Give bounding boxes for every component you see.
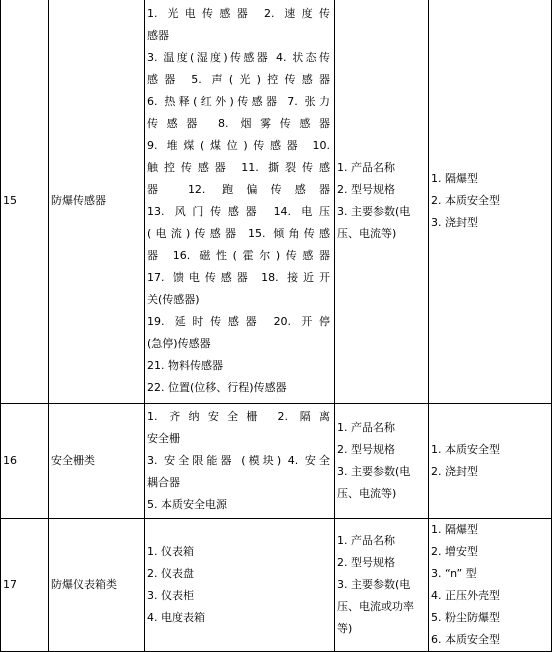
product-list-line (147, 157, 330, 179)
product-item: 4. 电度表箱 (147, 611, 205, 624)
row-number: 17 (1, 519, 49, 652)
product-item: 安全栅 (147, 432, 180, 445)
product-item: 13. 风门传感器 (147, 205, 264, 218)
product-item: 11. 撕裂传感 (241, 161, 330, 174)
product-item: 14. 电压 (273, 205, 330, 218)
required-info-line: 1. 产品名称 (337, 421, 395, 434)
protection-type-line: 1. 本质安全型 (431, 443, 500, 456)
product-list (145, 519, 335, 652)
product-list (145, 0, 335, 404)
required-info-line: 1. 产品名称 (337, 161, 395, 174)
product-item: 1. 仪表箱 (147, 545, 194, 558)
required-info-line: 压、电流等) (337, 487, 397, 500)
product-list-line (147, 541, 330, 563)
product-item: 6. 热释(红外)传感器 (147, 95, 281, 108)
product-list-line (147, 25, 330, 47)
product-category: 安全栅类 (49, 404, 145, 519)
product-item: 2. 仪表盘 (147, 567, 194, 580)
product-list-line (147, 267, 330, 289)
protection-type-line: 2. 本质安全型 (431, 194, 500, 207)
product-list-line (147, 563, 330, 585)
row-number: 16 (1, 404, 49, 519)
protection-type-line: 1. 隔爆型 (431, 523, 478, 536)
protection-type-line: 5. 粉尘防爆型 (431, 611, 500, 624)
product-item: (急停)传感器 (147, 337, 211, 350)
product-list-line (147, 494, 330, 516)
product-item: 5. 声(光)控传感器 (191, 73, 330, 86)
product-item: 5. 本质安全电源 (147, 498, 227, 511)
product-item: 4. 状态传 (275, 51, 330, 64)
required-info-line: 3. 主要参数(电 (337, 465, 411, 478)
product-list-line (147, 47, 330, 69)
required-info-line: 2. 型号规格 (337, 443, 395, 456)
product-list-line (147, 179, 330, 201)
table-row (1, 519, 552, 652)
product-item: 7. 张力 (287, 95, 331, 108)
product-item: 3. 安全限能器 (模块) (147, 454, 282, 467)
product-list (145, 404, 335, 519)
product-item: 15. 倾角传感 (248, 227, 330, 240)
product-item: 17. 馈电传感器 (147, 271, 253, 284)
product-item: 传感器 (147, 117, 206, 130)
product-item: 1. 齐纳安全栅 (147, 410, 266, 423)
product-category: 防爆仪表箱类 (49, 519, 145, 652)
product-item: 关(传感器) (147, 293, 200, 306)
product-item: 器 (147, 183, 172, 196)
protection-type-line: 3. “n” 型 (431, 567, 477, 580)
required-info (335, 519, 429, 652)
required-info-line: 3. 主要参数(电 (337, 578, 411, 591)
product-item: 10. (312, 139, 330, 152)
product-item: 3. 温度(湿度)传感器 (147, 51, 271, 64)
product-list-line (147, 69, 330, 91)
product-item: 感器 (147, 73, 182, 86)
protection-type-line: 2. 浇封型 (431, 465, 478, 478)
product-item: 9. 堆煤(煤位)传感器 (147, 139, 304, 152)
product-item: 2. 速度传 (263, 7, 330, 20)
protection-type-line: 3. 浇封型 (431, 216, 478, 229)
product-item: 4. 安全 (287, 454, 330, 467)
product-list-line (147, 245, 330, 267)
product-list-line (147, 113, 330, 135)
product-list-line (147, 311, 330, 333)
product-list-line (147, 377, 330, 399)
product-item: 耦合器 (147, 476, 180, 489)
protection-type-line: 1. 隔爆型 (431, 172, 478, 185)
required-info-line: 压、电流或功率 (337, 600, 414, 613)
product-list-line (147, 607, 330, 629)
product-list-line (147, 428, 330, 450)
product-list-line (147, 472, 330, 494)
table-row (1, 0, 552, 404)
row-number: 15 (1, 0, 49, 404)
product-list-line (147, 355, 330, 377)
product-list-line (147, 91, 330, 113)
product-list-line (147, 289, 330, 311)
product-list-line (147, 406, 330, 428)
product-item: 18. 接近开 (261, 271, 330, 284)
protection-type-line: 4. 正压外壳型 (431, 589, 500, 602)
product-item: 触控传感器 (147, 161, 232, 174)
required-info (335, 0, 429, 404)
product-list-line (147, 585, 330, 607)
product-item: 22. 位置(位移、行程)传感器 (147, 381, 287, 394)
required-info (335, 404, 429, 519)
product-item: 感器 (147, 29, 169, 42)
product-item: 1. 光电传感器 (147, 7, 255, 20)
product-item: 8. 烟雾传感器 (217, 117, 331, 130)
protection-types (429, 0, 552, 404)
table-row (1, 404, 552, 519)
product-list-line (147, 450, 330, 472)
product-item: 21. 物料传感器 (147, 359, 223, 372)
product-list-line (147, 333, 330, 355)
product-list-line (147, 201, 330, 223)
protection-type-line: 2. 增安型 (431, 545, 478, 558)
product-item: 20. 开停 (273, 315, 330, 328)
product-item: 2. 隔离 (277, 410, 331, 423)
product-list-line (147, 3, 330, 25)
protection-types (429, 519, 552, 652)
product-list-line (147, 223, 330, 245)
protection-types (429, 404, 552, 519)
required-info-line: 压、电流等) (337, 227, 397, 240)
product-item: 3. 仪表柜 (147, 589, 194, 602)
product-item: 16. 磁性(霍尔)传感器 (172, 249, 331, 262)
product-category: 防爆传感器 (49, 0, 145, 404)
product-item: 12. 跑偏传感器 (187, 183, 330, 196)
required-info-line: 2. 型号规格 (337, 556, 395, 569)
product-item: 19. 延时传感器 (147, 315, 264, 328)
required-info-line: 等) (337, 622, 353, 635)
required-info-line: 3. 主要参数(电 (337, 205, 411, 218)
product-item: 器 (147, 249, 164, 262)
required-info-line: 2. 型号规格 (337, 183, 395, 196)
product-list-line (147, 135, 330, 157)
product-item: (电流)传感器 (147, 227, 241, 240)
protection-type-line: 6. 本质安全型 (431, 633, 500, 646)
required-info-line: 1. 产品名称 (337, 534, 395, 547)
